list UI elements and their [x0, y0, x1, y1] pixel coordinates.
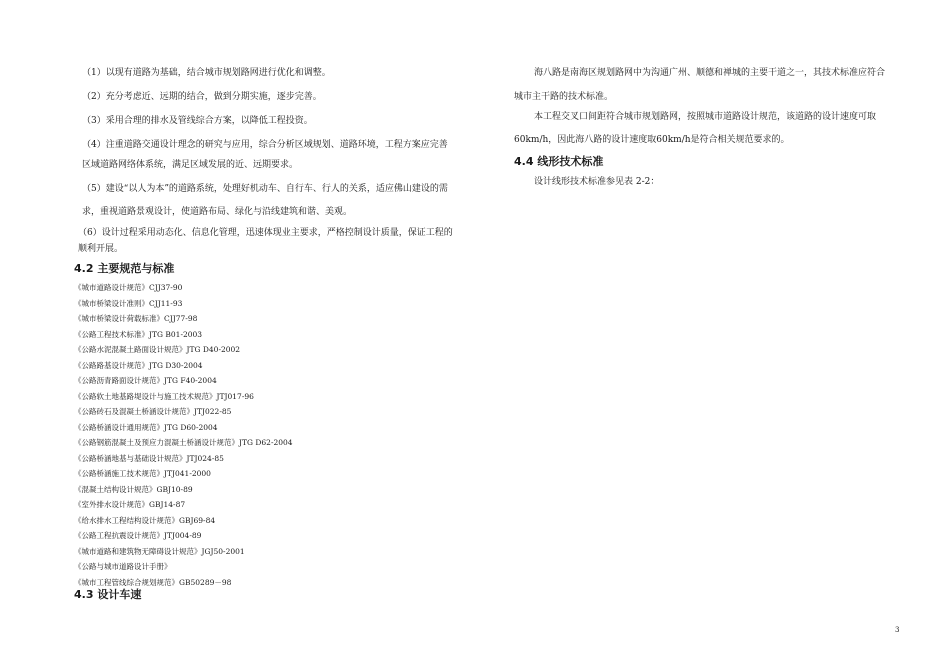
section-heading-4-2: 4.2 主要规范与标准: [74, 262, 175, 275]
paragraph-hai-ba-road-2: 城市主干路的技术标准。: [514, 92, 614, 102]
paragraph-alignment-standard: 设计线形技术标准参见表 2-2：: [534, 177, 660, 187]
reference-item: 《公路路基设计规范》JTG D30-2004: [74, 360, 203, 370]
section-heading-4-4: 4.4 线形技术标准: [514, 155, 604, 168]
reference-item: 《城市道路设计规范》CJJ37-90: [74, 283, 183, 292]
reference-item: 《公路钢筋混凝土及预应力混凝土桥涵设计规范》JTG D62-2004: [74, 438, 293, 447]
principle-item-4: （4）注重道路交通设计理念的研究与应用，综合分析区域规划、道路环境，工程方案应完善: [82, 140, 448, 150]
principle-item-5: （5）建设“以人为本”的道路系统，处理好机动车、自行车、行人的关系，适应佛山建设的需: [82, 184, 448, 194]
reference-item: 《公路桥涵设计通用规范》JTG D60-2004: [74, 422, 218, 432]
paragraph-design-speed-2: 60km/h，因此海八路的设计速度取60km/h是符合相关规范要求的。: [514, 135, 790, 145]
page-number: 3: [895, 626, 900, 634]
reference-item: 《公路桥涵地基与基础设计规范》JTJ024-85: [74, 453, 224, 463]
reference-list: [74, 282, 293, 592]
reference-item: 《公路工程技术标准》JTG B01-2003: [74, 329, 203, 339]
reference-item: 《给水排水工程结构设计规范》GBJ69-84: [74, 515, 216, 525]
reference-item: 《混凝土结构设计规范》GBJ10-89: [74, 484, 193, 494]
reference-item: 《城市桥梁设计准则》CJJ11-93: [74, 298, 183, 308]
reference-item: 《公路水泥混凝土路面设计规范》JTG D40-2002: [74, 345, 241, 354]
reference-item: 《公路与城市道路设计手册》: [74, 562, 172, 571]
principle-item-5-cont: 求，重视道路景观设计，使道路布局、绿化与沿线建筑和谐、美观。: [82, 207, 353, 217]
paragraph-hai-ba-road-1: 海八路是南海区规划路网中为沟通广州、顺德和禅城的主要干道之一，其技术标准应符合: [534, 68, 886, 78]
reference-item: 《城市道路和建筑物无障碍设计规范》JGJ50-2001: [74, 546, 245, 556]
principle-item-6-cont: 顺利开展。: [78, 244, 124, 254]
paragraph-design-speed-1: 本工程交叉口间距符合城市规划路网，按照城市道路设计规范，该道路的设计速度可取: [534, 112, 877, 122]
reference-item: 《公路砖石及混凝土桥涵设计规范》JTJ022-85: [74, 407, 232, 416]
section-heading-4-3: 4.3 设计车速: [74, 588, 142, 601]
principle-item-6: （6）设计过程采用动态化、信息化管理，迅速体现业主要求，严格控制设计质量，保证工程的: [78, 228, 453, 238]
reference-item: 《公路工程抗震设计规范》JTJ004-89: [74, 531, 202, 540]
principle-item-3: （3）采用合理的排水及管线综合方案，以降低工程投资。: [82, 116, 313, 126]
reference-item: 《公路桥涵施工技术规范》JTJ041-2000: [74, 469, 211, 478]
principle-item-2: （2）充分考虑近、远期的结合，做到分期实施，逐步完善。: [82, 92, 322, 102]
principle-item-4-cont: 区域道路网络体系统，满足区域发展的近、远期要求。: [82, 160, 299, 170]
reference-item: 《城市工程管线综合规划规范》GB50289－98: [74, 577, 232, 587]
principle-item-1: （1）以现有道路为基础，结合城市规划路网进行优化和调整。: [82, 68, 331, 78]
reference-item: 《公路沥青路面设计规范》JTG F40-2004: [74, 376, 217, 385]
reference-item: 《城市桥梁设计荷载标准》CJJ77-98: [74, 314, 198, 323]
reference-item: 《公路软土地基路堤设计与施工技术规范》JTJ017-96: [74, 391, 254, 401]
reference-item: 《室外排水设计规范》GBJ14-87: [74, 500, 186, 509]
